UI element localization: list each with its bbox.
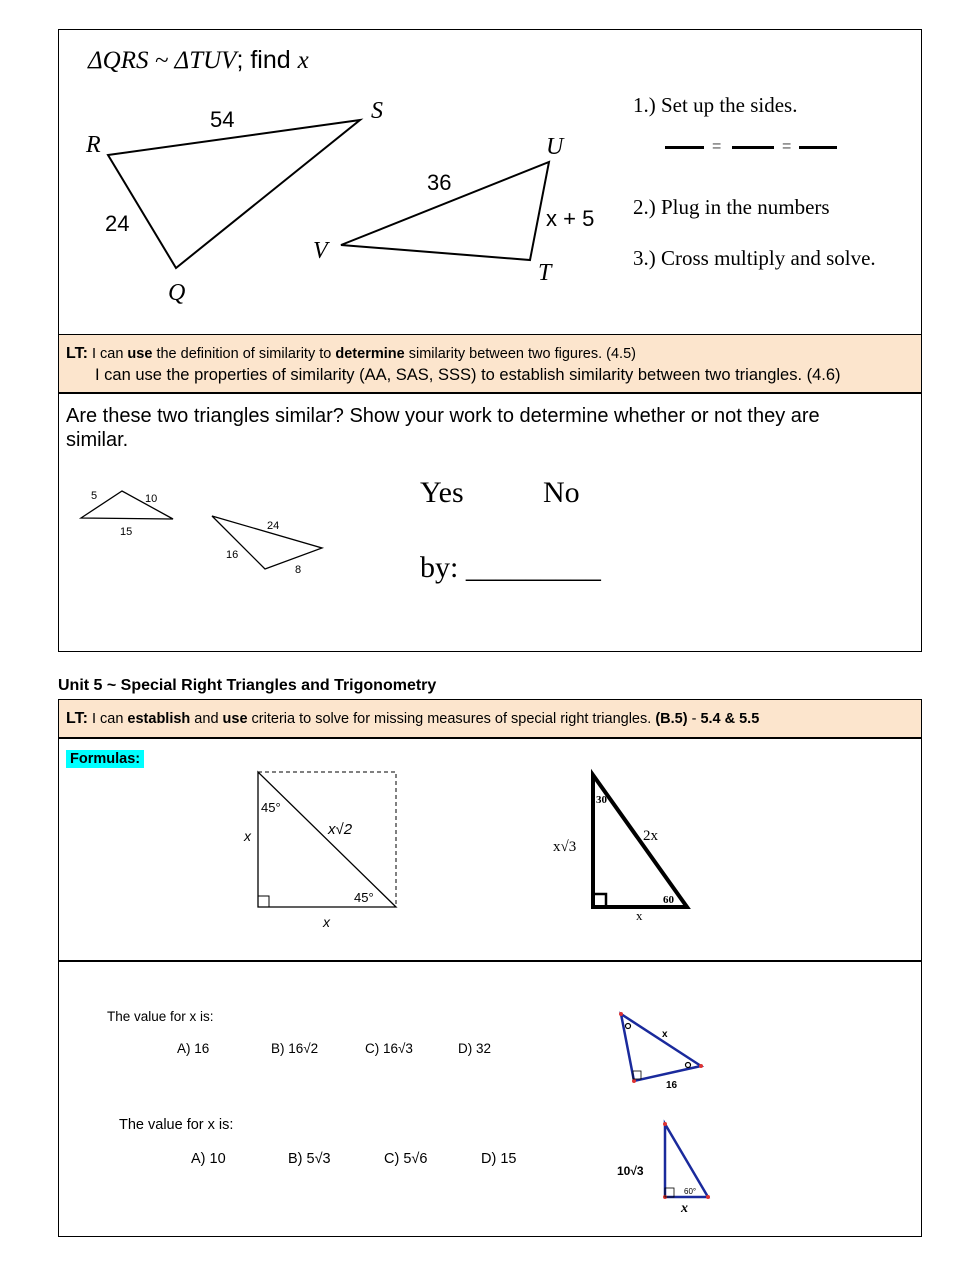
equals-sign-1: = — [712, 138, 722, 155]
q2-vertex-dot-3 — [706, 1195, 710, 1199]
q1-choice-b[interactable]: B) 16√2 — [271, 1041, 319, 1056]
triangle-30-60 — [593, 775, 687, 907]
lt1-text-a: I can — [87, 346, 128, 362]
learning-target-1-line-2: I can use the properties of similarity (AA, SAS, SSS) to establish similarity between two triangles. (4.6) — [95, 366, 841, 384]
unit-5-heading: Unit 5 ~ Special Right Triangles and Trigonometry — [58, 677, 437, 694]
formulas-box — [58, 737, 922, 962]
leg-x-label: x — [636, 908, 643, 923]
triangle-30-60-90-figure — [548, 768, 698, 928]
questions-box — [58, 960, 922, 1237]
q1-vertex-dot-1 — [619, 1012, 623, 1016]
lt2-text-h: 5.4 & 5.5 — [700, 711, 760, 727]
triangle-45 — [258, 772, 396, 907]
side-uv-label: 36 — [427, 170, 452, 195]
right-angle-mark — [258, 896, 269, 907]
lt2-text-e: criteria to solve for missing measures of special right triangles. — [247, 711, 656, 727]
angle-30: 30 — [596, 794, 607, 806]
learning-target-unit-5-text — [66, 710, 759, 728]
answer-yes[interactable]: Yes — [420, 476, 464, 509]
question-1-prompt: The value for x is: — [107, 1009, 214, 1024]
lt1-text-d: determine — [335, 346, 405, 362]
answer-by-blank[interactable]: by: _________ — [420, 551, 601, 584]
lt1-text-c: the definition of similarity to — [152, 346, 336, 362]
formulas-label: Formulas: — [66, 750, 144, 768]
hypotenuse-2x-label: 2x — [643, 828, 658, 844]
q1-vertex-dot-2 — [632, 1079, 636, 1083]
vertex-r: R — [86, 132, 101, 158]
tri2-side-24: 24 — [267, 520, 280, 532]
q1-angle-mark-top — [626, 1024, 631, 1029]
lt2-text-f: (B.5) — [655, 711, 688, 727]
side-rs-label: 54 — [210, 107, 235, 132]
q1-vertex-dot-3 — [699, 1064, 703, 1068]
learning-target-1-line-1 — [66, 345, 636, 363]
side-ut-label: x + 5 — [546, 206, 595, 231]
similarity-statement: ΔQRS ~ ΔTUV — [88, 47, 237, 74]
side-ratio-template — [665, 138, 840, 158]
problem-title — [88, 46, 309, 75]
leg-left-label: x — [244, 828, 251, 844]
tri1-side-10: 10 — [145, 493, 158, 505]
step-2: 2.) Plug in the numbers — [633, 195, 830, 219]
learning-target-1 — [58, 334, 922, 394]
q2-label-side: 10√3 — [617, 1164, 644, 1178]
lt-prefix: LT: — [66, 345, 88, 362]
tri1-side-5: 5 — [91, 490, 98, 502]
vertex-s: S — [371, 98, 383, 124]
answer-no[interactable]: No — [543, 476, 580, 509]
lt2-text-g: - — [687, 711, 701, 727]
ratio-blank-3 — [799, 146, 837, 149]
q1-label-16: 16 — [666, 1080, 678, 1091]
leg-x-root3-label: x√3 — [553, 839, 577, 855]
q1-choice-d[interactable]: D) 32 — [458, 1041, 492, 1056]
q2-choice-c[interactable]: C) 5√6 — [384, 1151, 428, 1167]
triangles-qrs-tuv-figure — [58, 90, 618, 320]
hypotenuse-label: x√2 — [328, 821, 353, 838]
step-1: 1.) Set up the sides. — [633, 93, 798, 117]
title-variable: x — [297, 47, 309, 74]
side-rq-label: 24 — [105, 211, 130, 236]
ratio-blank-1 — [665, 146, 704, 149]
angle-45-bottom: 45° — [354, 890, 374, 905]
tri2-side-8: 8 — [295, 564, 302, 576]
two-triangles-figure — [75, 482, 335, 582]
step-3: 3.) Cross multiply and solve. — [633, 246, 876, 270]
q2-label-angle: 60° — [684, 1187, 697, 1196]
tri2-side-16: 16 — [226, 549, 239, 561]
leg-bottom-label: x — [323, 914, 330, 930]
triangle-45-45-90-figure — [238, 765, 408, 930]
q1-choice-c[interactable]: C) 16√3 — [365, 1041, 413, 1056]
question-1-figure — [610, 1005, 720, 1095]
lt2-text-b: establish — [127, 711, 191, 727]
title-find: ; find — [236, 46, 298, 74]
angle-45-top: 45° — [261, 800, 281, 815]
angle-60: 60 — [663, 894, 674, 906]
lt1-text-b: use — [127, 346, 153, 362]
ratio-blank-2 — [732, 146, 774, 149]
vertex-t: T — [538, 260, 552, 286]
lt2-text-d: use — [222, 711, 248, 727]
similarity-question: Are these two triangles similar? Show your work to determine whether or not they are similar. — [66, 405, 820, 451]
q2-choice-a[interactable]: A) 10 — [191, 1151, 226, 1167]
tri1-side-15: 15 — [120, 526, 133, 538]
equals-sign-2: = — [782, 138, 792, 155]
lt2-prefix: LT: — [66, 710, 88, 727]
lt2-text-a: I can — [87, 711, 128, 727]
vertex-q: Q — [168, 280, 186, 306]
question-2-figure — [612, 1118, 722, 1218]
q2-vertex-dot-1 — [663, 1122, 667, 1126]
q1-angle-mark-right — [686, 1063, 691, 1068]
question-2-prompt: The value for x is: — [119, 1117, 234, 1133]
vertex-u: U — [546, 134, 564, 160]
q1-choice-a[interactable]: A) 16 — [177, 1041, 210, 1056]
vertex-v: V — [313, 238, 328, 264]
q2-choice-d[interactable]: D) 15 — [481, 1151, 517, 1167]
q2-choice-b[interactable]: B) 5√3 — [288, 1151, 331, 1167]
q2-label-x: x — [681, 1201, 688, 1216]
lt2-text-c: and — [190, 711, 223, 727]
q1-label-x: x — [662, 1029, 668, 1040]
lt1-text-e: similarity between two figures. (4.5) — [404, 346, 636, 362]
